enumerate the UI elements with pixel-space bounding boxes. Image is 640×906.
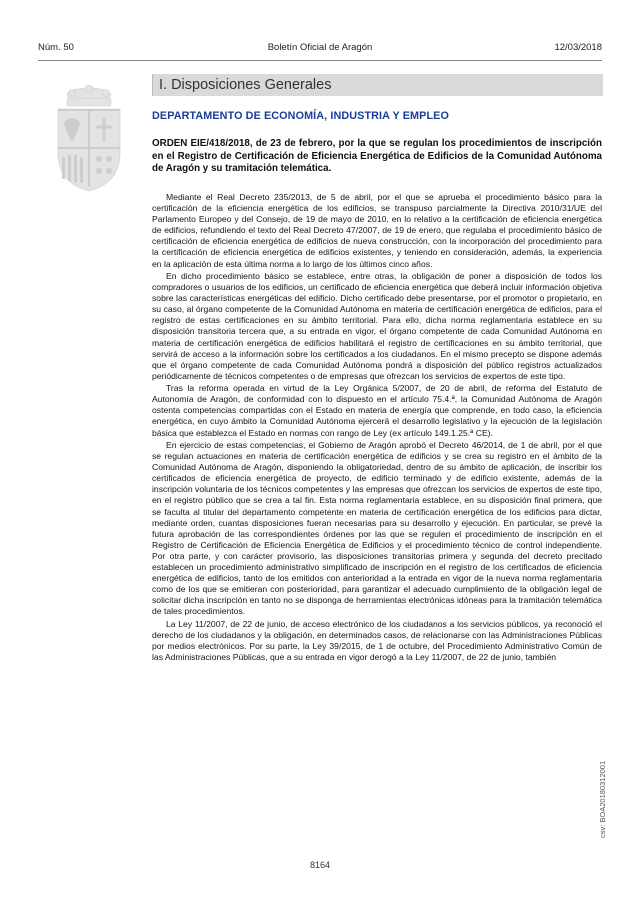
page-header bbox=[38, 42, 602, 56]
paragraph: La Ley 11/2007, de 22 de junio, de acceso electrónico de los ciudadanos a los servicios públicos, ya reconoció el derecho de los ciudadanos y la obligación, en determinados casos, de relacionarse con las Administraciones Públicas por medios electrónicos. Por su parte, la Ley 39/2015, de 1 de octubre, del Procedimiento Administrativo Común de las Administraciones Públicas, que a su entrada en vigor derogó a la Ley 11/2007, de 22 de junio, también bbox=[152, 618, 602, 663]
paragraph: Mediante el Real Decreto 235/2013, de 5 de abril, por el que se aprueba el procedimiento básico para la certificación de la eficiencia energética de los edificios, se transpuso parcialmente la Directiva 2010/31/UE del Parlamento Europeo y del Consejo, de 19 de mayo de 2010, en lo relativo a la certificación de eficiencia energética de edificios, refundiendo el texto del Real Decreto 47/2007, de 19 de enero, que regulaba el procedimiento básico de certificación de eficiencia energética de edificios de nueva construcción, con la incorporación del procedimiento para la certificación de eficiencia energética de edificios existentes, y teniendo en consideración, además, la experiencia en la aplicación de esta última norma a lo largo de los últimos cinco años. bbox=[152, 192, 602, 269]
issue-number: Núm. 50 bbox=[38, 42, 74, 53]
bulletin-title: Boletín Oficial de Aragón bbox=[267, 42, 373, 53]
section-title: I. Disposiciones Generales bbox=[159, 77, 332, 93]
page-number: 8164 bbox=[309, 860, 331, 870]
order-title: ORDEN EIE/418/2018, de 23 de febrero, por la que se regulan los procedimientos de inscripción en el Registro de Certificación de Eficiencia Energética de Edificios de la Comunidad Autónoma de Aragón y su tramitación telemática. bbox=[152, 138, 602, 175]
section-banner bbox=[152, 74, 603, 96]
document-body bbox=[152, 192, 602, 664]
header-divider bbox=[38, 60, 602, 61]
paragraph: Tras la reforma operada en virtud de la Ley Orgánica 5/2007, de 20 de abril, de reforma del Estatuto de Autonomía de Aragón, de conformidad con lo dispuesto en el artículo 75.4.ª, la Comunidad Autónoma de Aragón ostenta competencias compartidas con el Estado en materia de energía que comprende, en todo caso, la eficiencia energética, en cuyo ámbito la Comunidad Autónoma ejercerá el desarrollo legislativo y la ejecución de la legislación básica que establezca el Estado en normas con rango de Ley (ex artículo 149.1.25.ª CE). bbox=[152, 383, 602, 438]
issue-date: 12/03/2018 bbox=[554, 42, 602, 53]
aragon-coat-of-arms-icon bbox=[52, 83, 126, 193]
csv-verification-code: csv: BOA20180312001 bbox=[598, 760, 607, 838]
paragraph: En ejercicio de estas competencias, el Gobierno de Aragón aprobó el Decreto 46/2014, de 1 de abril, por el que se regulan actuaciones en materia de certificación energética de edificios y se crea su registro en el ámbito de la Comunidad Autónoma de Aragón, disponiendo la obligatoriedad, dentro de su ámbito de aplicación, de inscribir los certificados de eficiencia energética de proyecto, de edificio terminado y de edificio existente, además de la inscripción voluntaria de los técnicos competentes y las empresas que ofrezcan los servicios de expertos de este tipo, en el registro público que se crea a tal fin. Esta norma reglamentaria establece, en su disposición final primera, que se faculta al titular del departamento competente en materia de certificación energética de los edificios para dictar, mediante orden, cuantas disposiciones fueran necesarias para su desarrollo y ejecución. En particular, se prevé la futura aprobación de las correspondientes órdenes por las que se regulen el procedimiento de inscripción en el Registro de Certificación de Eficiencia Energética de Edificios y el procedimiento técnico de control independiente. Por otra parte, y con carácter provisorio, las disposiciones transitorias primera y segunda del decreto precitado establecen un procedimiento administrativo simplificado de inscripción en el registro de los certificados de eficiencia energética de edificios, tanto de los emitidos con anterioridad a la entrada en vigor de la nueva norma reglamentaria como de los que se emitieran con posterioridad, para garantizar el adecuado cumplimiento de la obligación legal de solicitar dicha inscripción en tanto no se disponga de herramientas electrónicas idóneas para la tramitación telemática de tales procedimientos. bbox=[152, 439, 602, 617]
paragraph: En dicho procedimiento básico se establece, entre otras, la obligación de poner a disposición de todos los compradores o usuarios de los edificios, un certificado de eficiencia energética que deberá incluir información objetiva sobre las características energéticas del edificio. Dicho certificado debe presentarse, por el promotor o propietario, en su caso, al órgano competente de la Comunidad Autónoma en materia de certificación energética de edificios, para el registro de estas certificaciones en su ámbito territorial. Para ello, dicha norma reglamentaria establece en su disposición transitoria tercera que, a su entrada en vigor, el órgano competente de cada Comunidad Autónoma en materia de certificación energética de edificios habilitará el registro de certificaciones en su ámbito territorial, que servirá de acceso a la información sobre los certificados a los ciudadanos. En el mismo precepto se dispone además que el órgano competente de cada Comunidad Autónoma pondrá a disposición del público registros actualizados periódicamente de técnicos competentes o de empresas que ofrezcan los servicios de expertos de este tipo. bbox=[152, 270, 602, 381]
department-heading: DEPARTAMENTO DE ECONOMÍA, INDUSTRIA Y EMPLEO bbox=[152, 110, 449, 122]
